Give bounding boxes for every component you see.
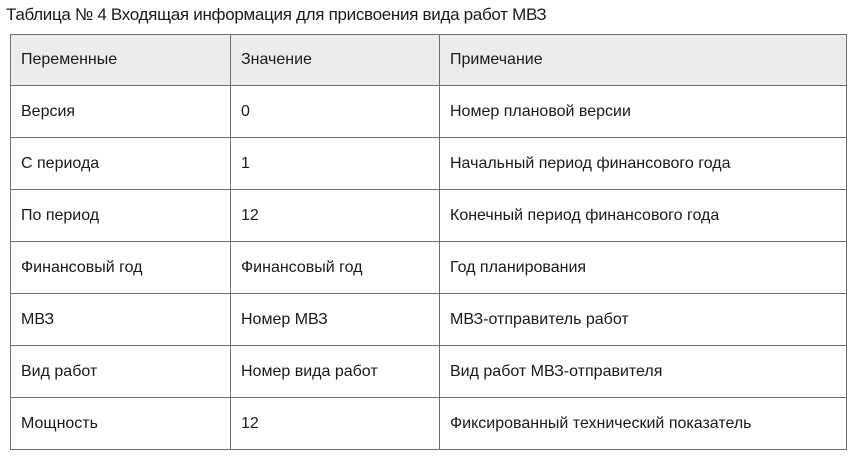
cell-variable: Вид работ: [11, 346, 231, 398]
cell-variable: Финансовый год: [11, 242, 231, 294]
cell-note: МВЗ-отправитель работ: [440, 294, 847, 346]
header-variables: Переменные: [11, 35, 231, 86]
cell-value: Финансовый год: [231, 242, 440, 294]
table-caption: Таблица № 4 Входящая информация для присвоения вида работ МВЗ: [6, 5, 547, 24]
table-row: [11, 138, 847, 190]
cell-variable: С периода: [11, 138, 231, 190]
table-row: [11, 86, 847, 138]
cell-value: Номер МВЗ: [231, 294, 440, 346]
cell-note: Вид работ МВЗ-отправителя: [440, 346, 847, 398]
table-row: [11, 190, 847, 242]
header-value: Значение: [231, 35, 440, 86]
table-header: [11, 35, 847, 86]
table-row: [11, 294, 847, 346]
cell-note: Фиксированный технический показатель: [440, 398, 847, 450]
header-row: [11, 35, 847, 86]
table-row: [11, 398, 847, 450]
table-body: [11, 86, 847, 450]
cell-value: 1: [231, 138, 440, 190]
input-data-table: [10, 34, 847, 450]
cell-note: Год планирования: [440, 242, 847, 294]
cell-value: 12: [231, 398, 440, 450]
cell-variable: По период: [11, 190, 231, 242]
cell-variable: Мощность: [11, 398, 231, 450]
cell-variable: Версия: [11, 86, 231, 138]
cell-value: 12: [231, 190, 440, 242]
cell-note: Начальный период финансового года: [440, 138, 847, 190]
cell-note: Номер плановой версии: [440, 86, 847, 138]
table-row: [11, 242, 847, 294]
header-note: Примечание: [440, 35, 847, 86]
cell-value: 0: [231, 86, 440, 138]
cell-value: Номер вида работ: [231, 346, 440, 398]
cell-variable: МВЗ: [11, 294, 231, 346]
table-row: [11, 346, 847, 398]
cell-note: Конечный период финансового года: [440, 190, 847, 242]
